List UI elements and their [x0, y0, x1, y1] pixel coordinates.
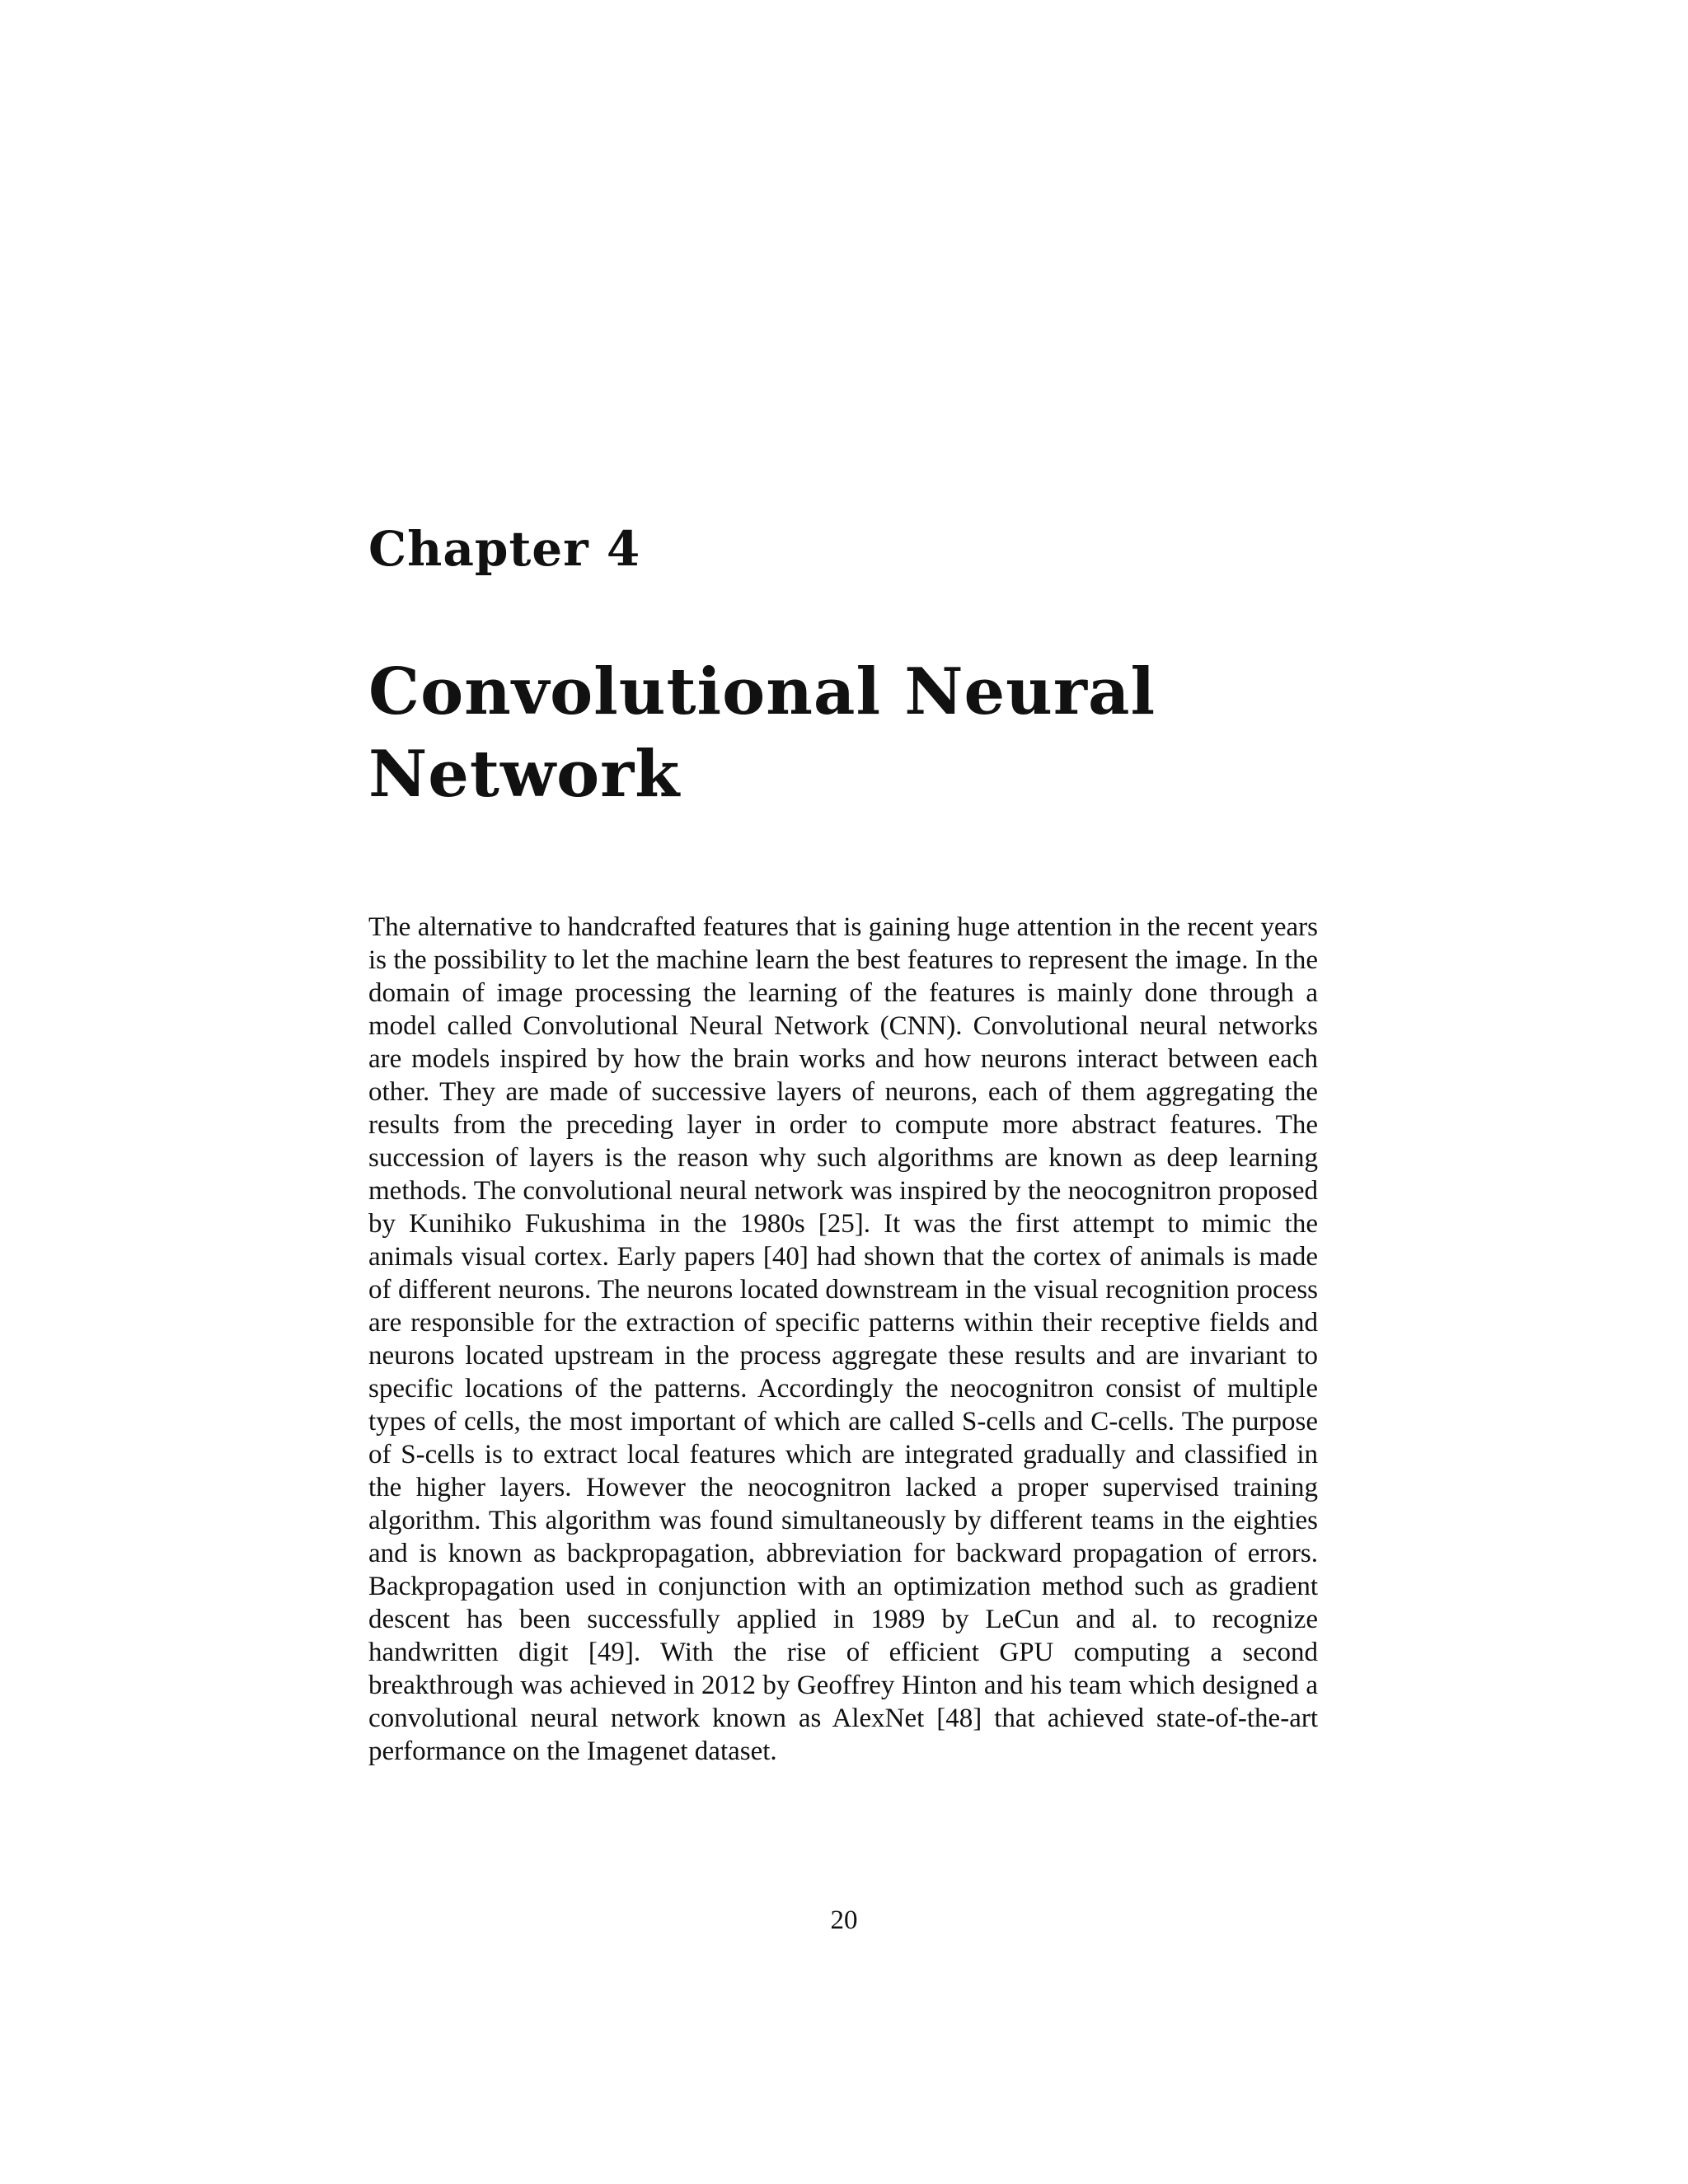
- page-number: 20: [830, 1905, 858, 1935]
- chapter-label: Chapter 4: [368, 521, 641, 577]
- chapter-title: Convolutional Neural Network: [368, 654, 1156, 812]
- body-paragraph: The alternative to handcrafted features that is gaining huge attention in the recent years is the possibility to let the machine learn the best features to represent the image. In the domain of image processing the learning of the features is mainly done through a model called Convolutional Neural Network (CNN). Convolutional neural networks are models inspired by how the brain works and how neurons interact between each other. They are made of successive layers of neurons, each of them aggregating the results from the preceding layer in order to compute more abstract features. The succession of layers is the reason why such algorithms are known as deep learning methods. The convolutional neural network was inspired by the neocognitron proposed by Kunihiko Fukushima in the 1980s [25]. It was the first attempt to mimic the animals visual cortex. Early papers [40] had shown that the cortex of animals is made of different neurons. The neurons located downstream in the visual recognition process are responsible for the extraction of specific patterns within their receptive fields and neurons located upstream in the process aggregate these results and are invariant to specific locations of the patterns. Accordingly the neocognitron consist of multiple types of cells, the most important of which are called S-cells and C-cells. The purpose of S-cells is to extract local features which are integrated gradually and classified in the higher layers. However the neocognitron lacked a proper supervised training algorithm. This algorithm was found simultaneously by different teams in the eighties and is known as backpropagation, abbreviation for backward propagation of errors. Backpropagation used in conjunction with an optimization method such as gradient descent has been successfully applied in 1989 by LeCun and al. to recognize handwritten digit [49]. With the rise of efficient GPU computing a second breakthrough was achieved in 2012 by Geoffrey Hinton and his team which designed a convolutional neural network known as AlexNet [48] that achieved state-of-the-art performance on the Imagenet dataset.: [368, 912, 1318, 1766]
